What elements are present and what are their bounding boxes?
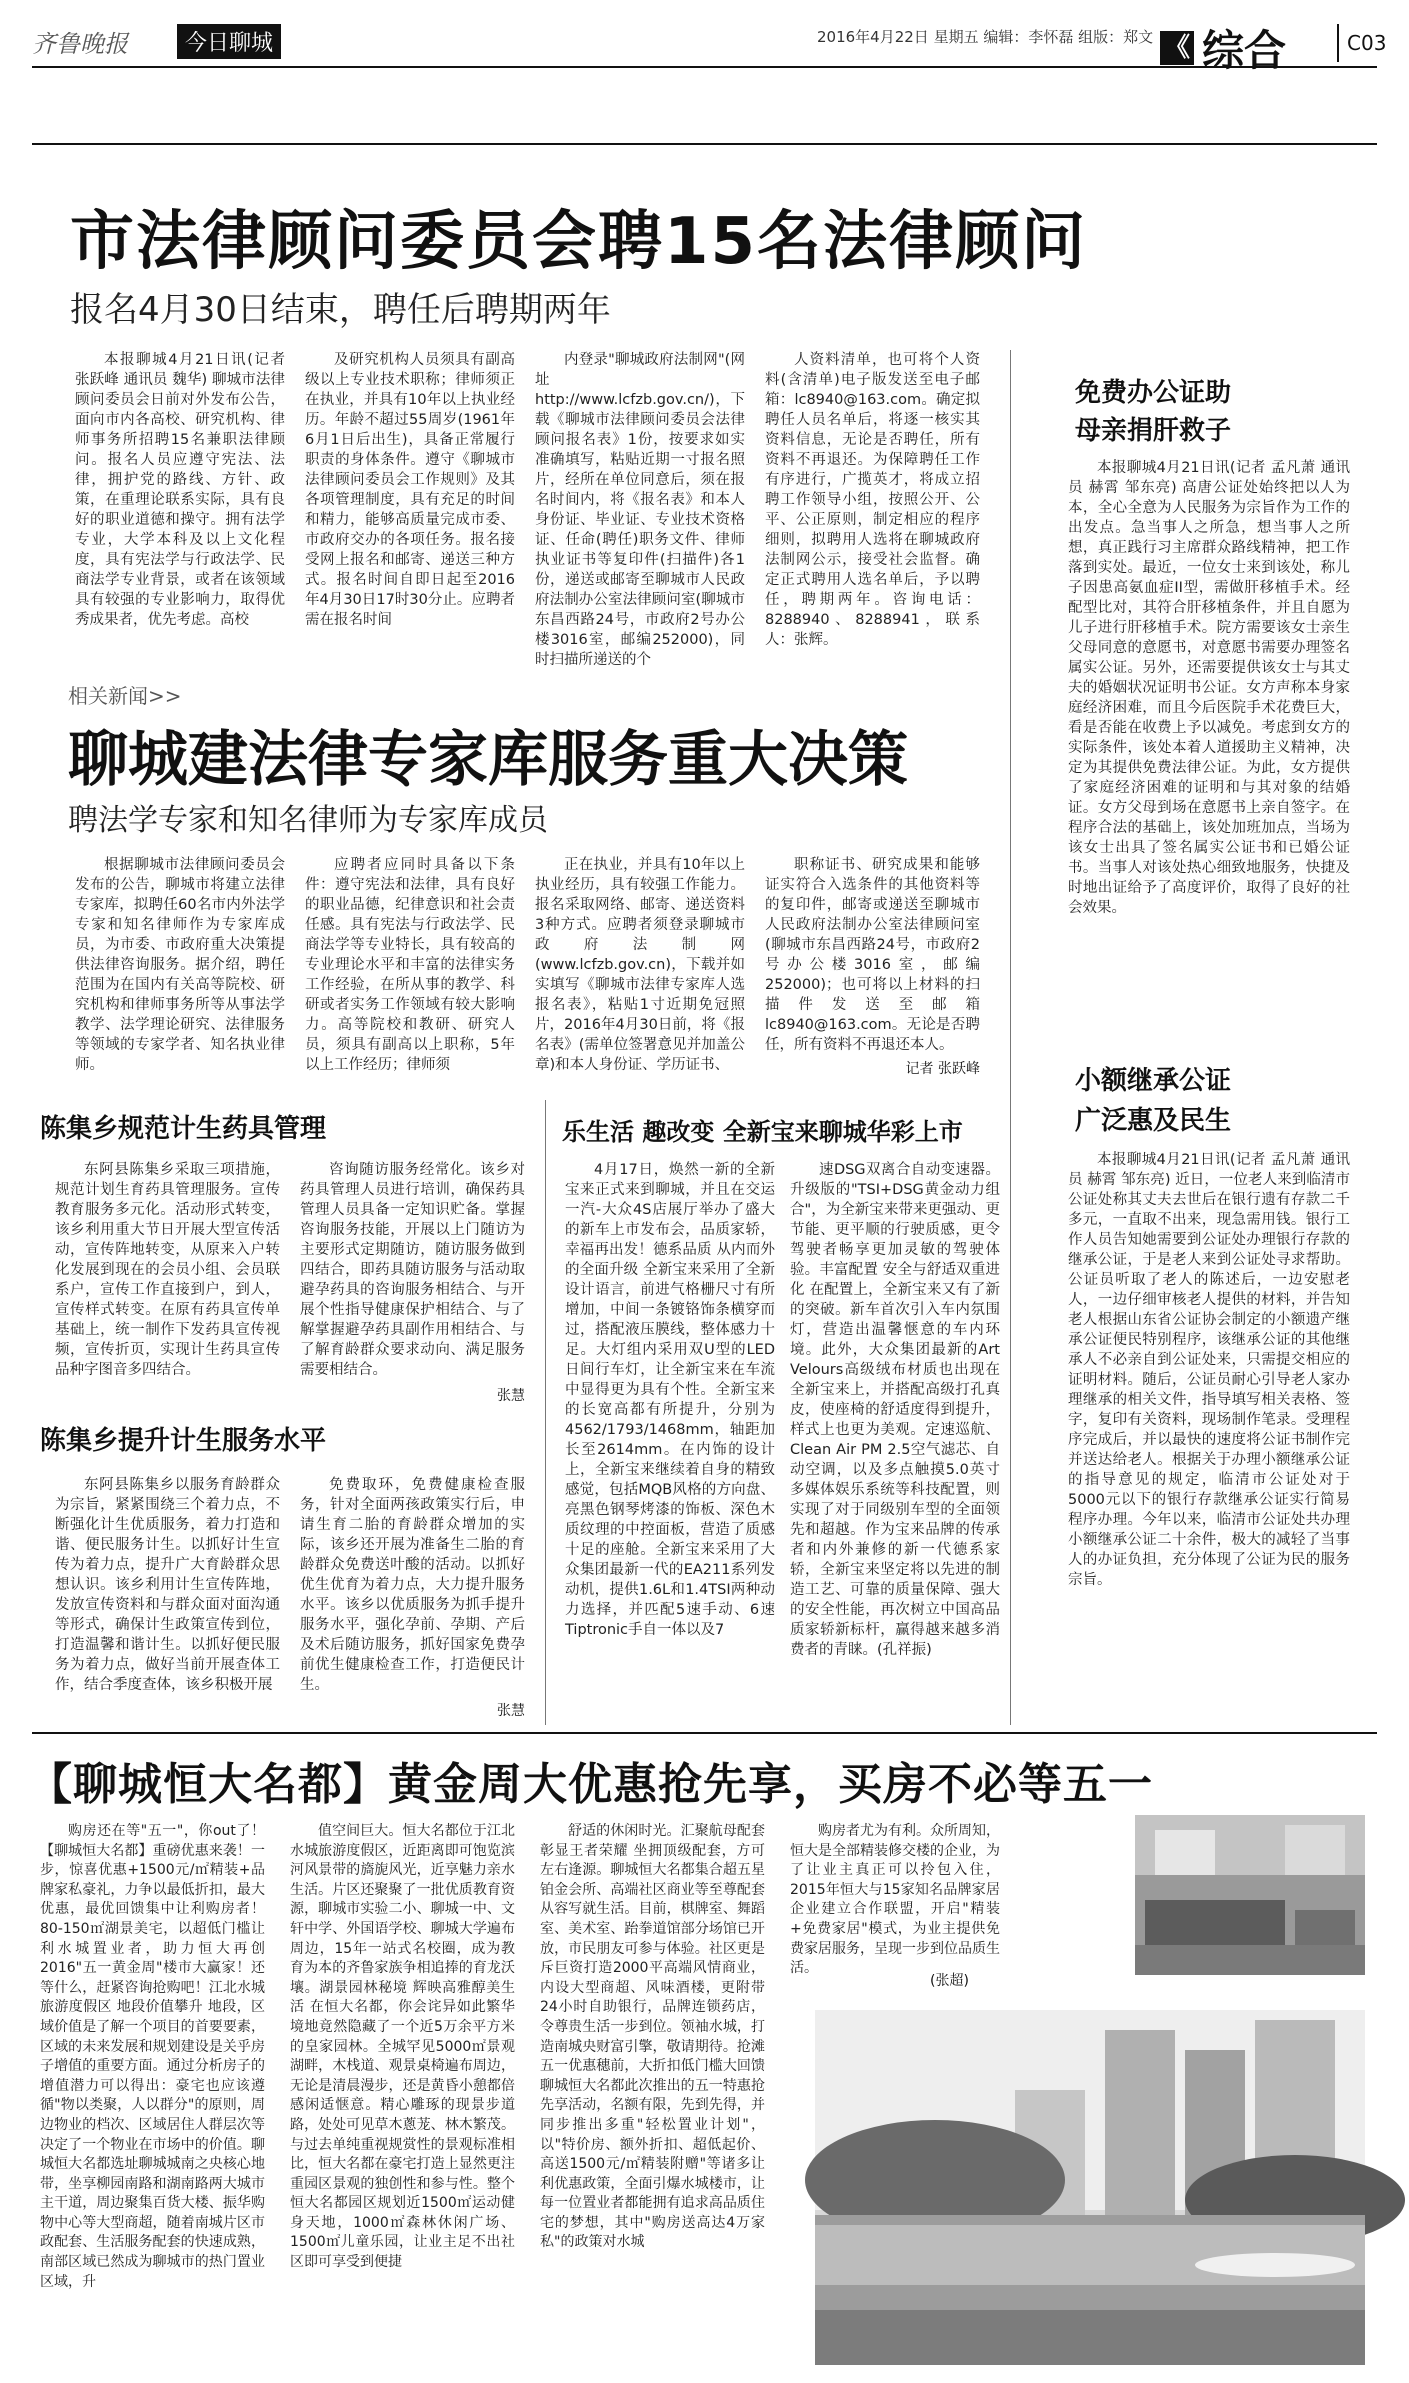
issue-meta: 2016年4月22日 星期五 编辑：李怀磊 组版：郑文 [817,28,1154,46]
chevron-left-icon: 《 [1160,31,1194,65]
lead-headline: 市法律顾问委员会聘15名法律顾问 [70,205,1088,279]
right-story-1-title-line1: 免费办公证助 [1075,378,1232,408]
lead-column-1: 本报聊城4月21日讯(记者 张跃峰 通讯员 魏华) 聊城市法律顾问委员会日前对外发布公告，面向市内各高校、研究机构、律师事务所招聘15名兼职法律顾问。报名人员应遵守宪法、法律，拥护党的路线、方针、政策，在重理论联系实际，具有良好的职业道德和操守。拥有法学专业，大学本科及以上文化程度，具有宪法学与行政法学、民商法学专业背景，或者在该领域具有较强的专业影响力，取得优秀成果者，优先考虑。高校 [75,352,285,628]
chenji-2-headline: 陈集乡提升计生服务水平 [40,1426,327,1456]
ad-byline: (张超) [930,1973,969,1989]
header-rule [32,143,1377,145]
landscape-photo-image [815,2010,1365,2365]
lead-column-4: 人资料清单，也可将个人资料(含清单)电子版发送至电子邮箱：lc8940@163.com。确定拟聘任人员名单后，将逐一核实其资料信息，无论是否聘任，所有资料不再退还。为保障聘任工作有序进行，广揽英才，将成立招聘工作领导小组，按照公开、公平、公正原则，制定相应的程序细则，拟聘用人选将在聊城政府法制网公示，接受社会监督。确定正式聘用人选名单后，予以聘任，聘期两年。咨询电话：8288940、8288941，联系人：张辉。 [765,352,980,648]
ad-column-1: 购房还在等"五一"，你out了！【聊城恒大名都】重磅优惠来袭！一步，惊喜优惠+1500元/㎡精装+品牌家私豪礼，力争以最低折扣，最大优惠，最优回馈集中让利购房者！80-150㎡湖景美宅，以超低门槛让利水城置业者，助力恒大再创2016"五一黄金周"楼市大赢家！还等什么，赶紧咨询抢购吧！江北水城旅游度假区 地段价值攀升 地段，区域价值是了解一个项目的首要要素，区域的未来发展和规划建设是关乎房子增值的重要方面。通过分析房子的增值潜力可以得出：豪宅也应该遵循"物以类聚，人以群分"的原则，周边物业的档次、区域居住人群层次等决定了一个物业在市场中的价值。聊城恒大名都选址聊城城南之央核心地带，坐享柳园南路和湖南路两大城市主干道，周边聚集百货大楼、振华购物中心等大型商超，随着南城片区市政配套、生活服务配套的快速成熟，南部区域已然成为聊城市的热门置业区域，升 [40,1823,265,2290]
right-story-1-body: 本报聊城4月21日讯(记者 孟凡萧 通讯员 赫霄 邹东亮) 高唐公证处始终把以人为本，全心全意为人民服务为宗旨作为工作的出发点。急当事人之所急，想当事人之所想，真正践行习主席群众路线精神，把工作落到实处。最近，一位女士来到该处，称儿子因患高氨血症II型，需做肝移植手术。经配型比对，其符合肝移植条件，并且自愿为儿子进行肝移植手术。院方需要该女士亲生父母同意的意愿书，对意愿书需要办理签名属实公证。另外，还需要提供该女士与其丈夫的婚姻状况证明书公证。女方声称本身家庭经济困难，而且今后医院手术花费巨大，看是否能在收费上予以减免。考虑到女方的实际条件，该处本着人道援助主义精神，决定为其提供免费法律公证。为此，女方提供了家庭经济困难的证明和与其对象的结婚证。女方父母到场在意愿书上亲自签字。在程序合法的基础上，该处加班加点，当场为该女士出具了签名属实公证书和已婚公证书。当事人对该处热心细致地服务，快捷及时地出证给予了高度评价，取得了良好的社会效果。 [1068,460,1350,916]
related-column-3: 正在执业，并具有10年以上执业经历，具有较强工作能力。报名采取网络、邮寄、递送资料3种方式。应聘者须登录聊城市政府法制网(www.lcfzb.gov.cn)，下载并如实填写《聊城市法律专家库人选报名表》，粘贴1寸近期免冠照片，2016年4月30日前，将《报名表》(需单位签署意见并加盖公章)和本人身份证、学历证书、 [535,857,745,1073]
interior-photo-image [1135,1815,1365,1975]
related-column-4: 职称证书、研究成果和能够证实符合入选条件的其他资料等的复印件，邮寄或递送至聊城市人民政府法制办公室法律顾问室(聊城市东昌西路24号，市政府2号办公楼3016室，邮编252000)；也可将以上材料的扫描件发送至邮箱lc8940@163.com。无论是否聘任，所有资料不再退还本人。 [765,857,980,1053]
chenji-1-headline: 陈集乡规范计生药具管理 [40,1114,327,1144]
car-story-column-1: 4月17日，焕然一新的全新宝来正式来到聊城，并且在交运一汽-大众4S店展厅举办了盛大的新车上市发布会，品质家轿，幸福再出发！德系品质 从内而外的全面升级 全新宝来采用了全新设计语言，前进气格栅尺寸有所增加，中间一条镀铬饰条横穿而过，搭配液压膜线，整体感力十足。大灯组内采用双U型的LED日间行车灯，让全新宝来在车流中显得更为具有个性。全新宝来的长宽高都有所提升，分别为4562/1793/1468mm，轴距加长至2614mm。在内饰的设计上，全新宝来继续着自身的精致感觉，包括MQB风格的方向盘、亮黑色钢琴烤漆的饰板、深色木质纹理的中控面板，营造了质感十足的座舱。全新宝来采用了大众集团最新一代的EA211系列发动机，提供1.6L和1.4TSI两种动力选择，并匹配5速手动、6速Tiptronic手自一体以及7 [565,1162,775,1638]
ad-top-rule [32,1732,1377,1734]
newspaper-logo: 齐鲁晚报 [32,30,128,58]
column-divider [1010,350,1011,1725]
page-number: C03 [1337,24,1386,62]
chenji-2-column-2: 免费取环，免费健康检查服务，针对全面两孩政策实行后，申请生育二胎的育龄群众增加的实际，该乡还开展为准备生二胎的育龄群众免费送叶酸的活动。以抓好优生优育为着力点，大力提升服务水平。该乡以优质服务为抓手提升服务水平，强化孕前、孕期、产后及术后随访服务，抓好国家免费孕前优生健康检查工作，打造便民计生。 [300,1477,525,1693]
chenji-1-column-2: 咨询随访服务经常化。该乡对药具管理人员进行培训，确保药具管理人员具备一定知识贮备。掌握咨询服务技能，开展以上门随访为主要形式定期随访，随访服务做到四结合，即药具随访服务与活动取避孕药具的咨询服务相结合、与开展个性指导健康保护相结合、与了解掌握避孕药具副作用相结合、与了解育龄群众要求动向、满足服务需要相结合。 [300,1162,525,1378]
ad-column-3: 舒适的休闲时光。汇聚航母配套 彰显王者荣耀 坐拥顶级配套，方可左右逢源。聊城恒大名都集合超五星铂金会所、高端社区商业等至尊配套从容写就生活。目前，棋牌室、舞蹈室、美术室、跆拳道馆部分场馆已开放，市民朋友可参与体验。社区更是斥巨资打造2000平高端风情商业，内设大型商超、风味酒楼，更附带24小时自助银行，品牌连锁药店，令尊贵生活一步到位。领袖水城，打造南城央财富引擎，敬请期待。抢滩五一优惠穗前，大折扣低门槛大回馈 聊城恒大名都此次推出的五一特惠抢先享活动，名额有限，先到先得，并同步推出多重"轻松置业计划"，以"特价房、额外折扣、超低起价、高送1500元/㎡精装附赠"等诸多让利优惠政策，全面引爆水城楼市，让每一位置业者都能拥有追求高品质住宅的梦想，其中"购房送高达4万家私"的政策对水城 [540,1823,765,2251]
right-story-2-body: 本报聊城4月21日讯(记者 孟凡萧 通讯员 赫霄 邹东亮) 近日，一位老人来到临清市公证处称其丈夫去世后在银行遗有存款二千多元，一直取不出来，现急需用钱。银行工作人员告知她需要到公证处办理银行存款的继承公证，于是老人来到公证处寻求帮助。公证员听取了老人的陈述后，一边安慰老人，一边仔细审核老人提供的材料，并告知老人根据山东省公证协会制定的小额遗产继承公证便民特别程序，该继承公证的其他继承人不必亲自到公证处来，只需提交相应的证明材料。随后，公证员耐心引导老人家办理继承的相关文件，指导填写相关表格、签字，复印有关资料，现场制作笔录。受理程序完成后，并以最快的速度将公证书制作完并送达给老人。根据关于办理小额继承公证的指导意见的规定，临清市公证处对于5000元以下的银行存款继承公证实行简易程序办理。今年以来，临清市公证处共办理小额继承公证二十余件，极大的减轻了当事人的办证负担，充分体现了公证为民的服务宗旨。 [1068,1152,1350,1588]
lead-column-2: 及研究机构人员须具有副高级以上专业技术职称；律师须正在执业，并具有10年以上执业经历。年龄不超过55周岁(1961年6月1日后出生)，具备正常履行职责的身体条件。遵守《聊城市法律顾问委员会工作规则》及其各项管理制度，具有充足的时间和精力，能够高质量完成市委、市政府交办的各项任务。报名接受网上报名和邮寄、递送三种方式。报名时间自即日起至2016年4月30日17时30分止。应聘者需在报名时间 [305,352,515,628]
right-story-1-title-line2: 母亲捐肝救子 [1075,416,1232,446]
related-column-1: 根据聊城市法律顾问委员会发布的公告，聊城市将建立法律专家库，拟聘任60名市内外法学专家和知名律师作为专家库成员，为市委、市政府重大决策提供法律咨询服务。据介绍，聘任范围为在国内有关高等院校、研究机构和律师事务所等从事法学教学、法学理论研究、法律服务等领域的专家学者、知名执业律师。 [75,857,285,1073]
car-story-column-2: 速DSG双离合自动变速器。升级版的"TSI+DSG黄金动力组合"，为全新宝来带来更强动、更节能、更平顺的行驶质感，更令驾驶者畅享更加灵敏的驾驶体验。丰富配置 安全与舒适双重进化 在配置上，全新宝来又有了新的突破。新车首次引入车内氛围灯，营造出温馨惬意的车内环境。此外，大众集团最新的Art Velours高级绒布材质也出现在全新宝来上，并搭配高级打孔真皮，使座椅的舒适度得到提升，样式上也更为美观。定速巡航、Clean Air PM 2.5空气滤芯、自动空调，以及多点触摸5.0英寸多媒体娱乐系统等科技配置，则实现了对于同级别车型的全面领先和超越。作为宝来品牌的传承者和内外兼修的新一代德系家轿，全新宝来坚定将以先进的制造工艺、可靠的质量保障、强大的安全性能，再次树立中国高品质家轿新标杆，赢得越来越多消费者的青睐。(孔祥振) [790,1162,1000,1658]
chenji-1-byline: 张慧 [497,1388,525,1404]
column-divider [545,1100,546,1725]
category-label: 综合 [1202,26,1287,75]
section-name: 今日聊城 [177,24,281,59]
ad-headline: 【聊城恒大名都】黄金周大优惠抢先享，买房不必等五一 [28,1759,1153,1810]
category-tag [1160,18,1286,78]
landscape-photo [815,2010,1365,2365]
chenji-2-column-1: 东阿县陈集乡以服务育龄群众为宗旨，紧紧围绕三个着力点，不断强化计生优质服务，着力打造和谐、便民服务计生。以抓好计生宣传为着力点，提升广大育龄群众思想认识。该乡利用计生宣传阵地，发放宣传资料和与群众面对面沟通等形式，确保计生政策宣传到位，打造温馨和谐计生。以抓好便民服务为着力点，做好当前开展查体工作，结合季度查体，该乡积极开展 [55,1477,280,1693]
related-news-label: 相关新闻>> [68,684,182,708]
ad-column-4: 购房者尤为有利。众所周知，恒大是全部精装修交楼的企业，为了让业主真正可以拎包入住，2015年恒大与15家知名品牌家居企业建立合作联盟，开启"精装+免费家居"模式，为业主提供免费家居服务，呈现一步到位品质生活。 [790,1823,1000,1977]
chenji-1-column-1: 东阿县陈集乡采取三项措施，规范计划生育药具管理服务。宣传教育服务多元化。活动形式转变，该乡利用重大节日开展大型宣传活动，宣传阵地转变，从原来入户转化发展到现在的会员小组、会员联系户，宣传工作直接到户，到人，宣传样式转变。在原有药具宣传单基础上，统一制作下发药具宣传视频，宣传折页，实现计生药具宣传品种字图音多四结合。 [55,1162,280,1378]
chenji-2-byline: 张慧 [497,1703,525,1719]
page-header [32,18,1387,75]
lead-column-3: 内登录"聊城政府法制网"(网址 http://www.lcfzb.gov.cn/)，下载《聊城市法律顾问委员会法律顾问报名表》1份，按要求如实准确填写，粘贴近期一寸报名照片，经所在单位同意后，须在报名时间内，将《报名表》和本人身份证、毕业证、专业技术资格证、任命(聘任)职务文件、律师执业证书等复印件(扫描件)各1份，递送或邮寄至聊城市人民政府法制办公室法律顾问室(聊城市东昌西路24号，市政府2号办公楼3016室，邮编252000)，同时扫描所递送的个 [535,352,745,668]
right-story-2-title-line1: 小额继承公证 [1075,1066,1232,1096]
right-story-2-title-line2: 广泛惠及民生 [1075,1106,1232,1136]
related-column-2: 应聘者应同时具备以下条件：遵守宪法和法律，具有良好的职业品德，纪律意识和社会责任感。具有宪法与行政法学、民商法学等专业特长，具有较高的专业理论水平和丰富的法律实务工作经验，在所从事的教学、科研或者实务工作领域有较大影响力。高等院校和教研、研究人员，须具有副高以上职称，5年以上工作经历；律师须 [305,857,515,1073]
related-byline: 记者 张跃峰 [905,1061,980,1077]
lead-subheadline: 报名4月30日结束，聘任后聘期两年 [70,290,611,330]
related-headline: 聊城建法律专家库服务重大决策 [68,725,908,795]
car-story-headline: 乐生活 趣改变 全新宝来聊城华彩上市 [562,1118,963,1146]
ad-column-2: 值空间巨大。恒大名都位于江北水城旅游度假区，近距离即可饱览滨河风景带的旖旎风光，近享魅力亲水生活。片区还聚聚了一批优质教育资源，聊城市实验二小、聊城一中、文轩中学、外国语学校、聊城大学遍布周边，15年一站式名校圈，成为教育为本的齐鲁家族争相追捧的育龙沃壤。湖景园林秘境 辉映高雅醇美生活 在恒大名都，你会诧异如此繁华境地竟然隐藏了一个近5万余平方米的皇家园林。全城罕见5000㎡景观湖畔，木栈道、观景桌椅遍布周边，无论是清晨漫步，还是黄昏小憩都倍感闲适惬意。精心雕琢的现景步道路，处处可见草木蔥茏、林木繁茂。与过去单纯重视规赏性的景观标准相比，恒大名都在豪宅打造上显然更注重园区景观的独创性和参与性。整个恒大名都园区规划近1500㎡运动健身天地，1000㎡森林休闲广场、1500㎡儿童乐园，让业主足不出社区即可享受到便捷 [290,1823,515,2271]
related-subheadline: 聘法学专家和知名律师为专家库成员 [68,803,548,838]
interior-photo [1135,1815,1365,1975]
